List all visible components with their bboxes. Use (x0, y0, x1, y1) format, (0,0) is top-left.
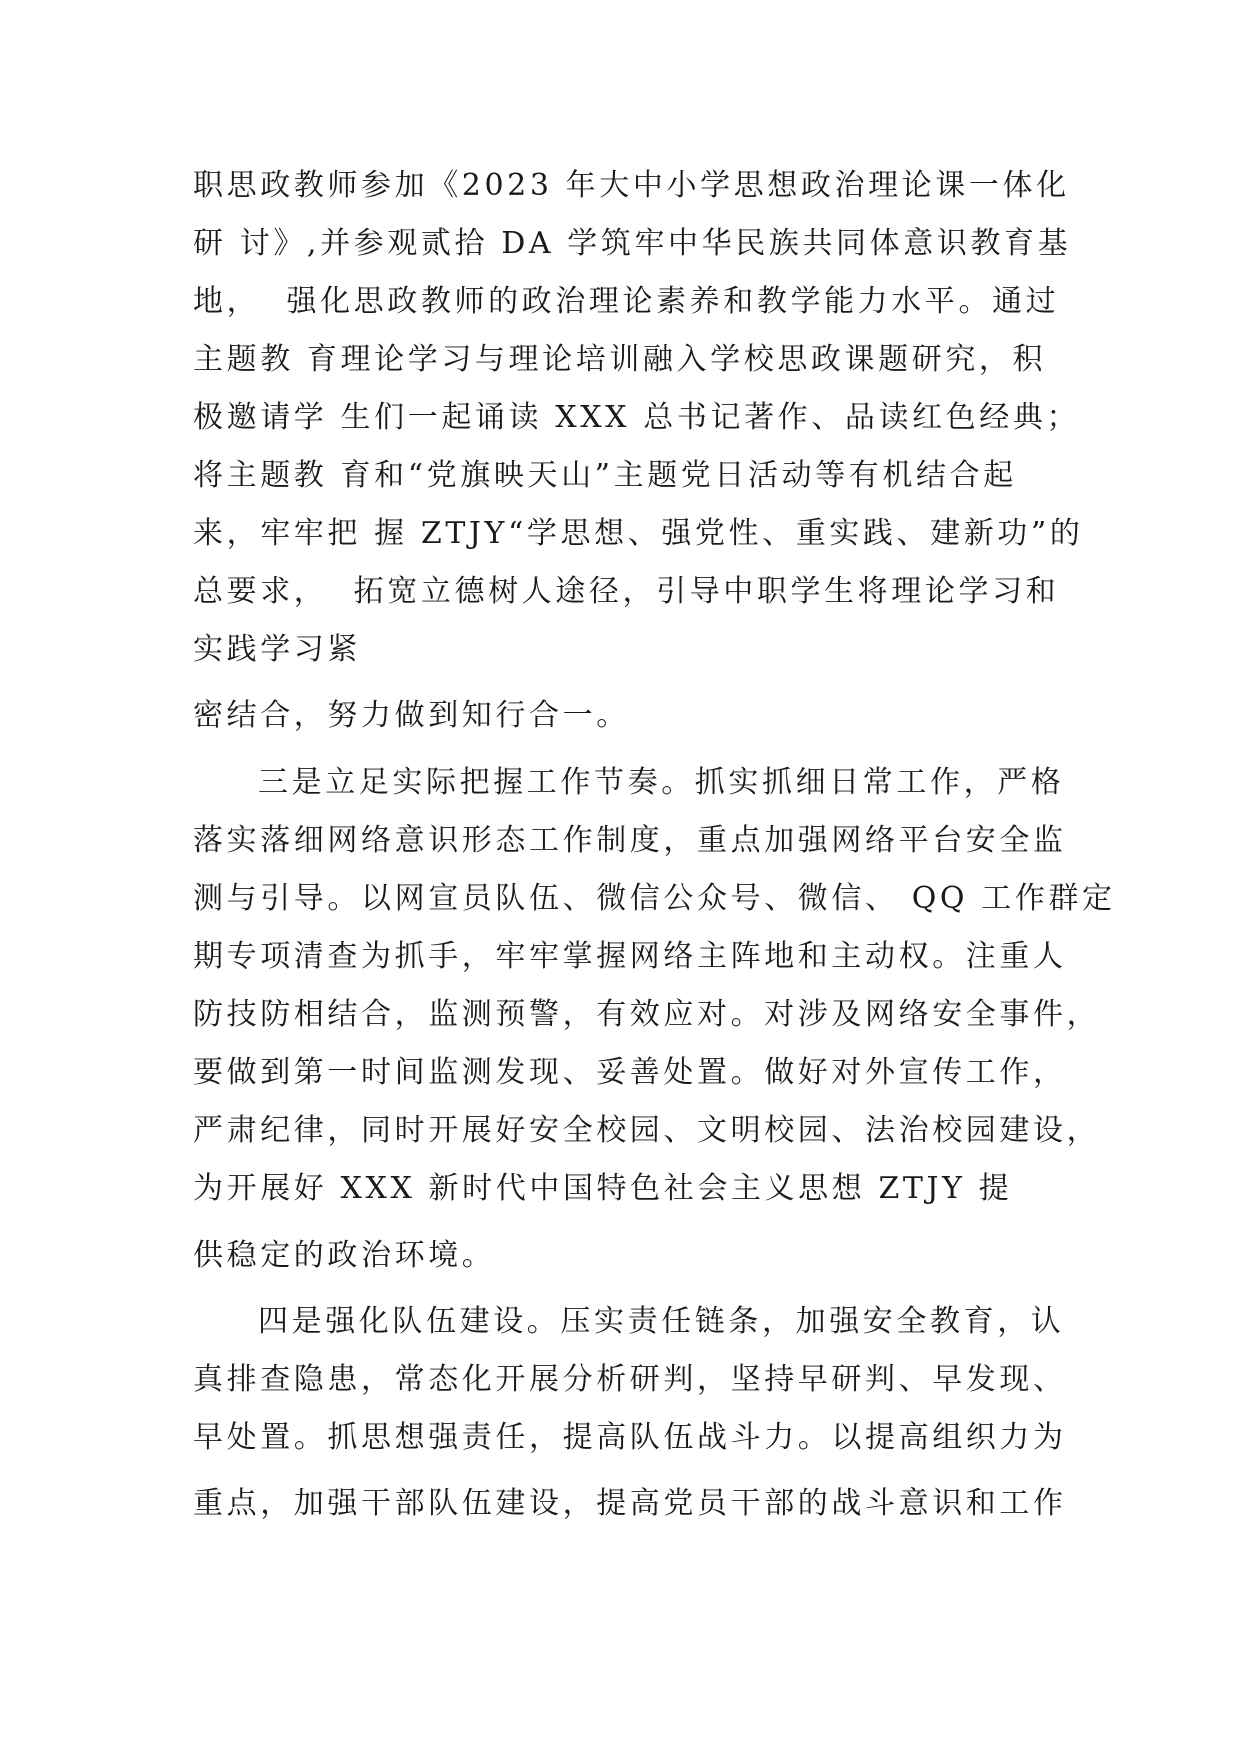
text-line: 要做到第一时间监测发现、妥善处置。做好对外宣传工作， (193, 1055, 1067, 1090)
text-line: 实践学习紧 (193, 632, 361, 667)
text-line: 研 讨》,并参观贰拾 DA 学筑牢中华民族共同体意识教育基 (193, 226, 1072, 261)
text-line: 严肃纪律，同时开展好安全校园、文明校园、法治校园建设， (193, 1113, 1101, 1148)
text-line: 极邀请学 生们一起诵读 XXX 总书记著作、品读红色经典； (193, 400, 1081, 435)
text-line: 重点，加强干部队伍建设，提高党员干部的战斗意识和工作 (193, 1486, 1067, 1521)
text-line: 落实落细网络意识形态工作制度，重点加强网络平台安全监 (193, 823, 1067, 858)
text-line: 密结合，努力做到知行合一。 (193, 698, 630, 733)
text-line: 将主题教 育和“党旗映天山”主题党日活动等有机结合起 (193, 458, 1017, 493)
text-line: 来，牢牢把 握 ZTJY“学思想、强党性、重实践、建新功”的 (193, 516, 1084, 551)
text-line: 为开展好 XXX 新时代中国特色社会主义思想 ZTJY 提 (193, 1171, 1013, 1206)
paragraph-3-first-line: 三是立足实际把握工作节奏。抓实抓细日常工作，严格 (258, 765, 1065, 800)
text-line: 供稳定的政治环境。 (193, 1238, 496, 1273)
text-line: 防技防相结合，监测预警，有效应对。对涉及网络安全事件， (193, 997, 1101, 1032)
text-line: 测与引导。以网宣员队伍、微信公众号、微信、 QQ 工作群定 (193, 881, 1116, 916)
paragraph-4-first-line: 四是强化队伍建设。压实责任链条，加强安全教育，认 (258, 1304, 1065, 1339)
text-line: 总要求， 拓宽立德树人途径，引导中职学生将理论学习和 (193, 574, 1060, 609)
text-line: 职思政教师参加《2023 年大中小学思想政治理论课一体化 (193, 168, 1070, 203)
text-line: 真排查隐患，常态化开展分析研判，坚持早研判、早发现、 (193, 1362, 1067, 1397)
text-line: 主题教 育理论学习与理论培训融入学校思政课题研究，积 (193, 342, 1047, 377)
text-line: 早处置。抓思想强责任，提高队伍战斗力。以提高组织力为 (193, 1420, 1067, 1455)
text-line: 期专项清查为抓手，牢牢掌握网络主阵地和主动权。注重人 (193, 939, 1067, 974)
text-line: 地， 强化思政教师的政治理论素养和教学能力水平。通过 (193, 284, 1060, 319)
